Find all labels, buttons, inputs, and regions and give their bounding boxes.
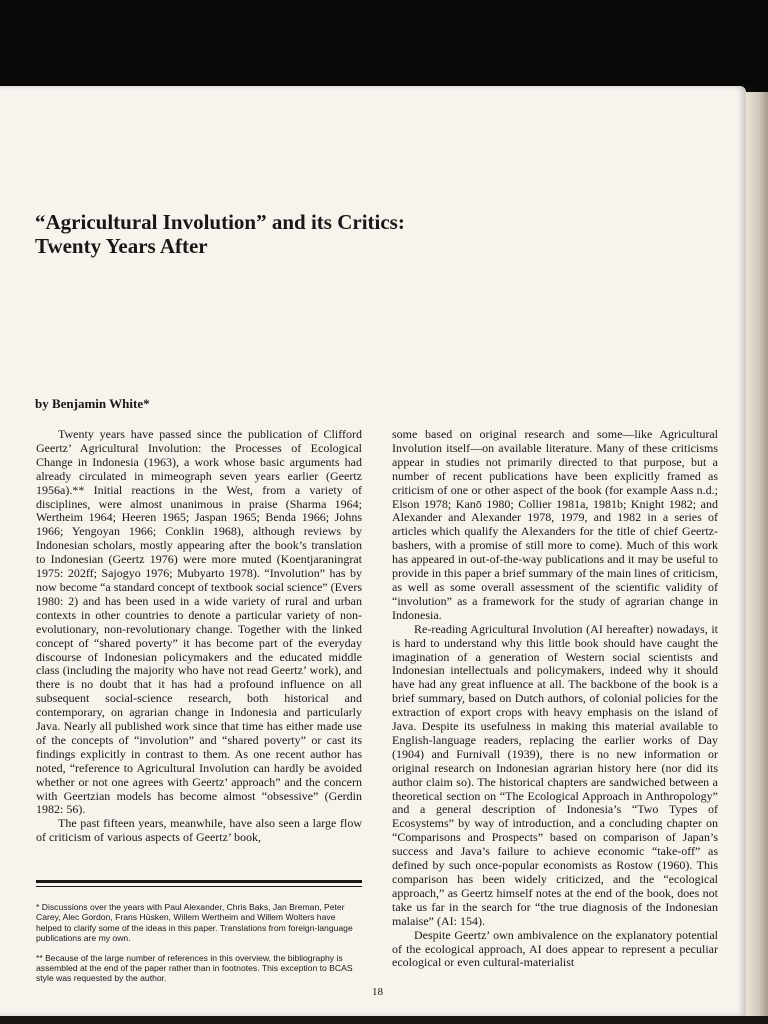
footnote-divider-thin	[36, 886, 362, 887]
body-column-left	[36, 428, 362, 845]
footnotes	[36, 902, 362, 993]
article-title-line-2: Twenty Years After	[35, 234, 208, 258]
footnote-divider	[36, 880, 362, 883]
scan-background	[0, 0, 768, 86]
article-title	[35, 210, 595, 258]
scan-bottom	[0, 1016, 768, 1024]
page-number: 18	[372, 986, 383, 998]
paragraph: Re-reading Agricultural Involution (AI hereafter) nowadays, it is hard to understand why this little book should have caught the imagination of a generation of Western social scientists and Indonesian intellectuals and policymakers, indeed why it should have had any great influence at all. The backbone of the book is a brief summary, based on Dutch authors, of colonial policies for the extraction of export crops with heavy emphasis on the island of Java. Despite its usefulness in making this material available to English-language readers, replacing the earlier works of Day (1904) and Furnivall (1939), there is no new information or original research on Indonesian agrarian history here (nor did its author claim so). The historical chapters are sandwiched between a theoretical section on “The Ecological Approach in Anthropology” and a general description of Indonesia’s “Two Types of Ecosystems” by way of introduction, and a concluding chapter on “Comparisons and Prospects” based on comparison of Japan’s success and Java’s failure to achieve economic “take-off” as defined by such once-popular economists as Rostow (1960). This comparison has been widely criticized, and the “ecological approach,” as Geertz himself notes at the end of the book, does not take us far in the search for “the true diagnosis of the Indonesian malaise” (AI: 154).	[392, 621, 718, 928]
body-column-right	[392, 428, 718, 970]
paragraph: The past fifteen years, meanwhile, have also seen a large flow of criticism of various aspects of Geertz’ book,	[36, 816, 362, 845]
footnote-1: * Discussions over the years with Paul Alexander, Chris Baks, Jan Breman, Peter Carey, Alec Gordon, Frans Hüsken, Willem Wertheim and Willem Wolters have helped to clarify some of the ideas in this paper. Translations from foreign-language publications are my own.	[36, 902, 353, 944]
paragraph: Twenty years have passed since the publication of Clifford Geertz’ Agricultural Involution: the Processes of Ecological Change in Indonesia (1963), a work whose basic arguments had already circulated in mimeograph seven years earlier (Geertz 1956a).** Initial reactions in the West, from a variety of disciplines, were almost unanimous in praise (Sharma 1964; Wertheim 1964; Heeren 1965; Jaspan 1965; Benda 1966; Johns 1966; Yengoyan 1966; Conklin 1968), although reviews by Indonesian scholars, mostly appearing after the book’s translation to Indonesian (Geertz 1976) were more muted (Koentjaraningrat 1975: 202ff; Sajogyo 1976; Mubyarto 1978). “Involution” has by now become “a standard concept of textbook social science” (Evers 1980: 2) and has been used in a wide variety of rural and urban contexts in other countries to denote a particular variety of non-evolutionary, non-revolutionary change. Together with the linked concept of “shared poverty” it has become part of the everyday discourse of Indonesian policymakers and the educated middle class (including the majority who have not read Geertz’ work), and there is no doubt that it has had a profound influence on all subsequent social-science research, both historical and contemporary, on agrarian change in Indonesia and particularly Java. Nearly all published work since that time has either made use of the concepts of “involution” and “shared poverty” or cast its findings explicitly in contrast to them. As one recent author has noted, “reference to Agricultural Involution can hardly be avoided whether or not one agrees with Geertz’ approach” and the concern with Geertzian models has become almost “obsessive” (Gerdin 1982: 56).	[36, 427, 362, 817]
article-title-line-1: “Agricultural Involution” and its Critics:	[35, 210, 405, 234]
paragraph: some based on original research and some—like Agricultural Involution itself—on available literature. Many of these criticisms appear in studies not primarily directed to that purpose, but a number of recent publications have been explicitly framed as criticism of one or other aspect of the book (for example Aass n.d.; Elson 1978; Kanō 1980; Collier 1981a, 1981b; Knight 1982; and Alexander and Alexander 1978, 1979, and 1982 in a series of articles which qualify the Alexanders for the title of chief Geertz-bashers, with a promise of still more to come). Much of this work has appeared in out-of-the-way publications and it may be useful to provide in this paper a brief summary of the main lines of criticism, as well as some overall assessment of the scientific validity of “involution” as a framework for the study of agrarian change in Indonesia.	[392, 427, 718, 622]
footnote-2: ** Because of the large number of references in this overview, the bibliography is assembled at the end of the paper rather than in footnotes. This exception to BCAS style was requested by the author.	[36, 952, 353, 984]
paragraph: Despite Geertz’ own ambivalence on the explanatory potential of the ecological approach, AI does appear to represent a peculiar ecological or even cultural-materialist	[392, 927, 718, 970]
author-byline: by Benjamin White*	[35, 396, 150, 411]
page-edge	[746, 92, 768, 1016]
